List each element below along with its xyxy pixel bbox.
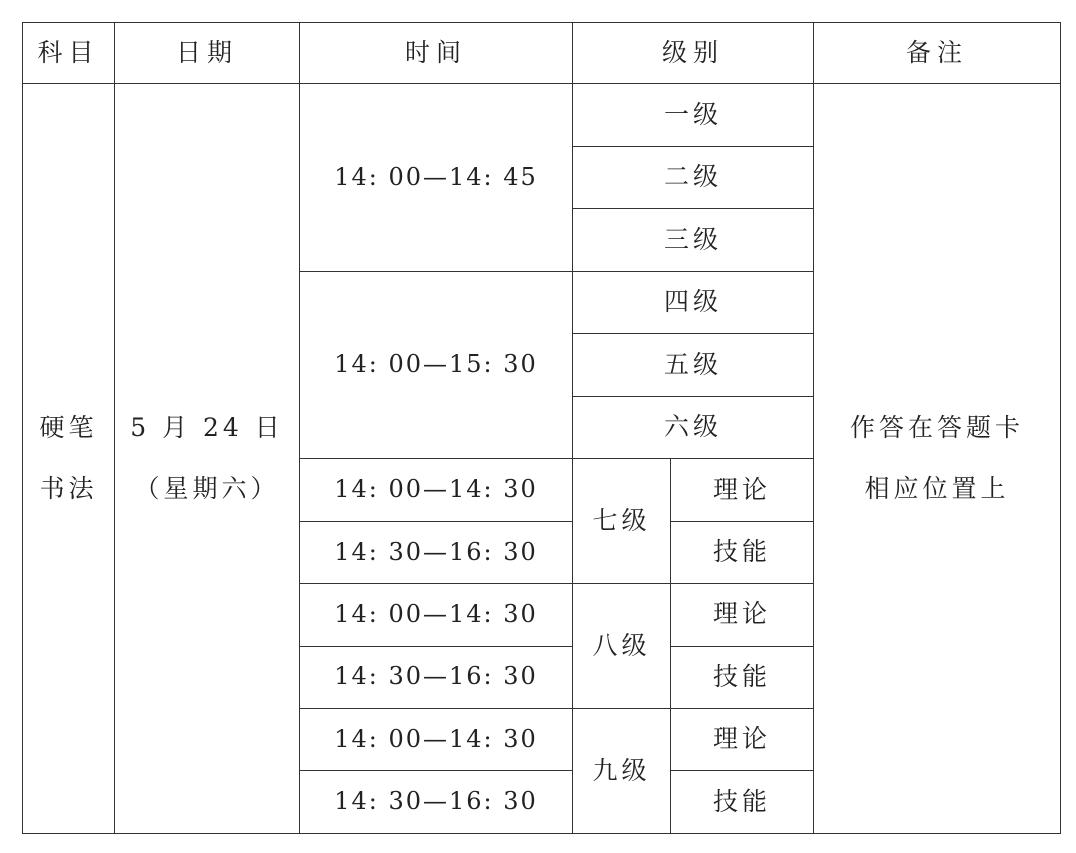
time-cell-levels-4-6: 14: 00—15: 30 [300, 271, 573, 458]
table-row [23, 84, 1061, 146]
subject-line-1: 硬笔 [39, 412, 98, 442]
header-remark: 备注 [814, 23, 1061, 84]
time-cell-level-7-skill: 14: 30—16: 30 [300, 521, 573, 583]
exam-schedule-table [22, 22, 1061, 834]
level-cell-8: 八级 [573, 584, 671, 709]
part-cell-8-skill: 技能 [671, 646, 814, 708]
part-cell-7-theory: 理论 [671, 459, 814, 521]
date-line-2: （星期六） [134, 473, 280, 503]
remark-line-1: 作答在答题卡 [850, 412, 1025, 442]
time-cell-level-9-skill: 14: 30—16: 30 [300, 771, 573, 834]
level-cell-1: 一级 [573, 84, 814, 146]
subject-cell [23, 84, 115, 834]
part-cell-8-theory: 理论 [671, 584, 814, 646]
level-cell-3: 三级 [573, 209, 814, 271]
part-cell-9-theory: 理论 [671, 708, 814, 770]
date-cell [115, 84, 300, 834]
part-cell-9-skill: 技能 [671, 771, 814, 834]
level-cell-7: 七级 [573, 459, 671, 584]
header-date: 日期 [115, 23, 300, 84]
level-cell-6: 六级 [573, 396, 814, 458]
remark-line-2: 相应位置上 [864, 473, 1010, 503]
level-cell-4: 四级 [573, 271, 814, 333]
time-cell-level-7-theory: 14: 00—14: 30 [300, 459, 573, 521]
subject-line-2: 书法 [39, 473, 98, 503]
time-cell-levels-1-3: 14: 00—14: 45 [300, 84, 573, 271]
level-cell-5: 五级 [573, 334, 814, 396]
header-row [23, 23, 1061, 84]
date-line-1: 5 月 24 日 [130, 412, 284, 442]
header-subject: 科目 [23, 23, 115, 84]
level-cell-2: 二级 [573, 146, 814, 208]
time-cell-level-8-skill: 14: 30—16: 30 [300, 646, 573, 708]
part-cell-7-skill: 技能 [671, 521, 814, 583]
time-cell-level-8-theory: 14: 00—14: 30 [300, 584, 573, 646]
remark-cell [814, 84, 1061, 834]
level-cell-9: 九级 [573, 708, 671, 833]
time-cell-level-9-theory: 14: 00—14: 30 [300, 708, 573, 770]
header-level: 级别 [573, 23, 814, 84]
header-time: 时间 [300, 23, 573, 84]
